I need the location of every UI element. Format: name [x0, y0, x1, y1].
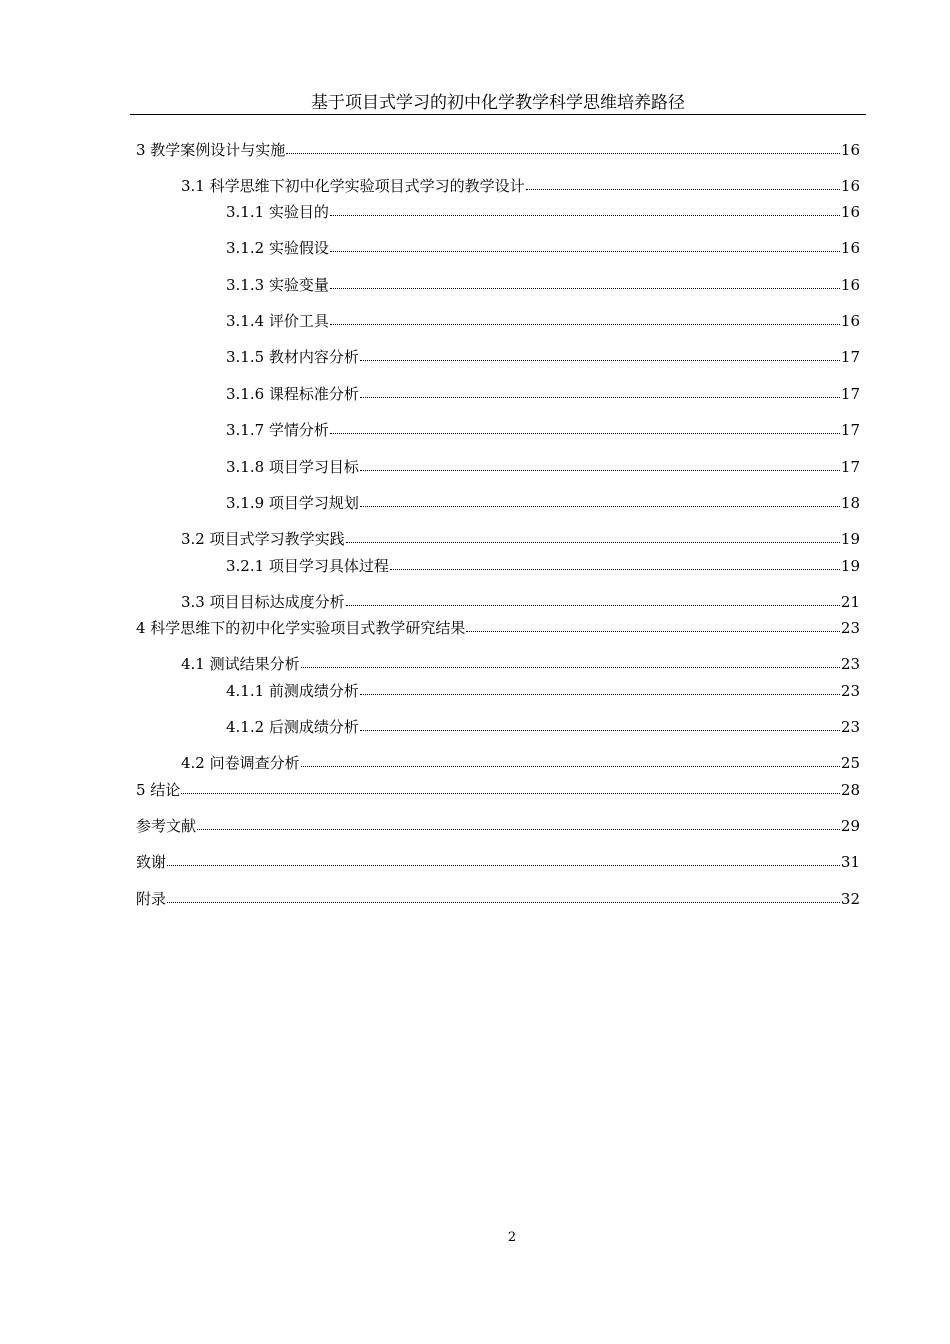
toc-entry-title: 4.1.2 后测成绩分析	[226, 718, 359, 736]
toc-entry-page: 23	[840, 682, 860, 700]
toc-entry[interactable]	[226, 275, 860, 295]
toc-entry-page: 16	[840, 203, 860, 221]
toc-entry-title: 致谢	[136, 853, 167, 871]
toc-dot-leader	[360, 492, 840, 507]
toc-entry-title: 3 教学案例设计与实施	[136, 141, 286, 159]
toc-dot-leader	[167, 851, 840, 866]
toc-entry-page: 17	[840, 421, 860, 439]
toc-entry-title: 3.1.7 学情分析	[226, 421, 329, 439]
toc-dot-leader	[167, 888, 840, 903]
toc-entry-title: 3.1.3 实验变量	[226, 276, 329, 294]
toc-dot-leader	[466, 617, 840, 632]
toc-entry-page: 23	[840, 619, 860, 637]
toc-entry-title: 3.1.9 项目学习规划	[226, 494, 359, 512]
toc-entry-title: 3.1.6 课程标准分析	[226, 385, 359, 403]
toc-entry-page: 17	[840, 458, 860, 476]
toc-entry-title: 4.2 问卷调查分析	[181, 754, 300, 772]
toc-dot-leader	[360, 383, 840, 398]
toc-entry-page: 32	[840, 890, 860, 908]
toc-entry-page: 17	[840, 348, 860, 366]
toc-entry-title: 3.1.2 实验假设	[226, 239, 329, 257]
toc-entry-page: 16	[840, 276, 860, 294]
toc-entry[interactable]	[136, 852, 860, 872]
toc-entry-title: 3.1.5 教材内容分析	[226, 348, 359, 366]
toc-dot-leader	[390, 555, 840, 570]
toc-entry-page: 23	[840, 718, 860, 736]
toc-dot-leader	[360, 456, 840, 471]
toc-entry-title: 3.1 科学思维下初中化学实验项目式学习的教学设计	[181, 177, 525, 195]
toc-entry[interactable]	[181, 592, 860, 612]
toc-entry[interactable]	[181, 753, 860, 773]
toc-entry-title: 3.1.1 实验目的	[226, 203, 329, 221]
toc-entry-title: 3.2 项目式学习教学实践	[181, 530, 345, 548]
toc-entry-title: 5 结论	[136, 781, 181, 799]
toc-dot-leader	[360, 346, 840, 361]
toc-entry-page: 16	[840, 141, 860, 159]
toc-entry[interactable]	[226, 420, 860, 440]
toc-entry-page: 19	[840, 530, 860, 548]
toc-entry[interactable]	[136, 140, 860, 160]
toc-dot-leader	[197, 815, 840, 830]
toc-entry-title: 3.1.4 评价工具	[226, 312, 329, 330]
toc-entry[interactable]	[226, 202, 860, 222]
toc-entry-page: 28	[840, 781, 860, 799]
toc-entry[interactable]	[181, 176, 860, 196]
toc-entry-title: 附录	[136, 890, 167, 908]
toc-entry-page: 25	[840, 754, 860, 772]
toc-entry-title: 参考文献	[136, 817, 197, 835]
toc-entry-page: 16	[840, 177, 860, 195]
toc-dot-leader	[330, 419, 840, 434]
toc-entry[interactable]	[181, 529, 860, 549]
toc-entry[interactable]	[136, 780, 860, 800]
toc-dot-leader	[330, 310, 840, 325]
toc-entry-title: 3.2.1 项目学习具体过程	[226, 557, 389, 575]
toc-entry[interactable]	[226, 347, 860, 367]
toc-dot-leader	[330, 274, 840, 289]
toc-entry-title: 3.3 项目目标达成度分析	[181, 593, 345, 611]
toc-entry[interactable]	[226, 556, 860, 576]
toc-entry[interactable]	[226, 493, 860, 513]
toc-entry-page: 16	[840, 239, 860, 257]
page-number: 2	[507, 1230, 517, 1245]
toc-entry[interactable]	[226, 311, 860, 331]
toc-entry-title: 4.1.1 前测成绩分析	[226, 682, 359, 700]
toc-entry-page: 29	[840, 817, 860, 835]
toc-entry[interactable]	[181, 654, 860, 674]
toc-dot-leader	[286, 139, 840, 154]
toc-entry-page: 21	[840, 593, 860, 611]
toc-entry-page: 23	[840, 655, 860, 673]
toc-entry[interactable]	[136, 816, 860, 836]
toc-dot-leader	[301, 653, 840, 668]
toc-dot-leader	[301, 752, 840, 767]
toc-entry[interactable]	[226, 717, 860, 737]
toc-entry[interactable]	[226, 457, 860, 477]
toc-dot-leader	[330, 237, 840, 252]
toc-entry-page: 19	[840, 557, 860, 575]
toc-entry-title: 4.1 测试结果分析	[181, 655, 300, 673]
toc-entry-title: 4 科学思维下的初中化学实验项目式教学研究结果	[136, 619, 466, 637]
toc-entry-title: 3.1.8 项目学习目标	[226, 458, 359, 476]
toc-dot-leader	[360, 680, 840, 695]
toc-dot-leader	[346, 591, 840, 606]
toc-entry[interactable]	[226, 384, 860, 404]
toc-entry-page: 18	[840, 494, 860, 512]
toc-entry-page: 31	[840, 853, 860, 871]
toc-entry[interactable]	[136, 889, 860, 909]
toc-entry[interactable]	[136, 618, 860, 638]
toc-dot-leader	[181, 779, 840, 794]
toc-entry[interactable]	[226, 238, 860, 258]
toc-dot-leader	[346, 528, 840, 543]
toc-dot-leader	[330, 201, 840, 216]
running-header: 基于项目式学习的初中化学教学科学思维培养路径	[130, 92, 866, 115]
toc-entry[interactable]	[226, 681, 860, 701]
toc-dot-leader	[360, 716, 840, 731]
toc-dot-leader	[526, 175, 840, 190]
toc-entry-page: 16	[840, 312, 860, 330]
toc-entry-page: 17	[840, 385, 860, 403]
